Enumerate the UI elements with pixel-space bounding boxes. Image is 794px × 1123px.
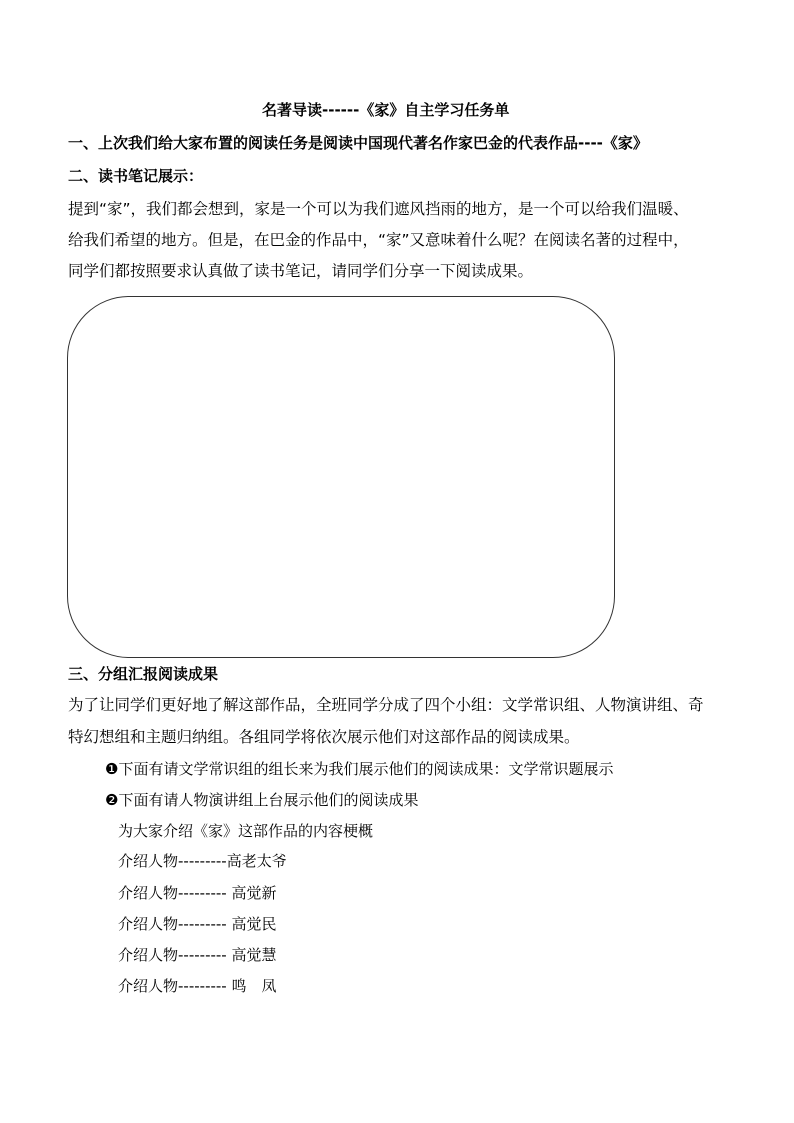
sub-line-synopsis: 为大家介绍《家》这部作品的内容梗概 [118, 822, 374, 840]
section-3-paragraph-line-2: 特幻想组和主题归纳组。各组同学将依次展示他们对这部作品的阅读成果。 [68, 728, 580, 746]
page-title: 名著导读------《家》自主学习任务单 [262, 101, 510, 119]
group-item-2: ❷下面有请人物演讲组上台展示他们的阅读成果 [105, 791, 419, 809]
section-1-heading: 一、上次我们给大家布置的阅读任务是阅读中国现代著名作家巴金的代表作品----《家》 [68, 134, 648, 152]
section-2-paragraph-line-3: 同学们都按照要求认真做了读书笔记，请同学们分享一下阅读成果。 [68, 262, 534, 280]
sub-line-character-5: 介绍人物--------- 鸣 凤 [118, 977, 277, 995]
sub-line-character-3: 介绍人物--------- 高觉民 [118, 915, 277, 933]
sub-line-character-2: 介绍人物--------- 高觉新 [118, 884, 277, 902]
section-3-paragraph-line-1: 为了让同学们更好地了解这部作品，全班同学分成了四个小组：文学常识组、人物演讲组、奇 [68, 696, 704, 714]
sub-line-character-4: 介绍人物--------- 高觉慧 [118, 946, 277, 964]
section-3-heading: 三、分组汇报阅读成果 [68, 665, 219, 683]
sub-line-character-1: 介绍人物---------高老太爷 [118, 852, 287, 870]
reading-notes-box [67, 296, 615, 658]
section-2-paragraph-line-1: 提到“家”，我们都会想到，家是一个可以为我们遮风挡雨的地方，是一个可以给我们温暖、 [68, 200, 689, 218]
section-2-heading: 二、读书笔记展示： [68, 167, 204, 185]
section-2-paragraph-line-2: 给我们希望的地方。但是，在巴金的作品中，“家”又意味着什么呢？在阅读名著的过程中， [68, 231, 689, 249]
group-item-1: ❶下面有请文学常识组的组长来为我们展示他们的阅读成果：文学常识题展示 [105, 760, 614, 778]
